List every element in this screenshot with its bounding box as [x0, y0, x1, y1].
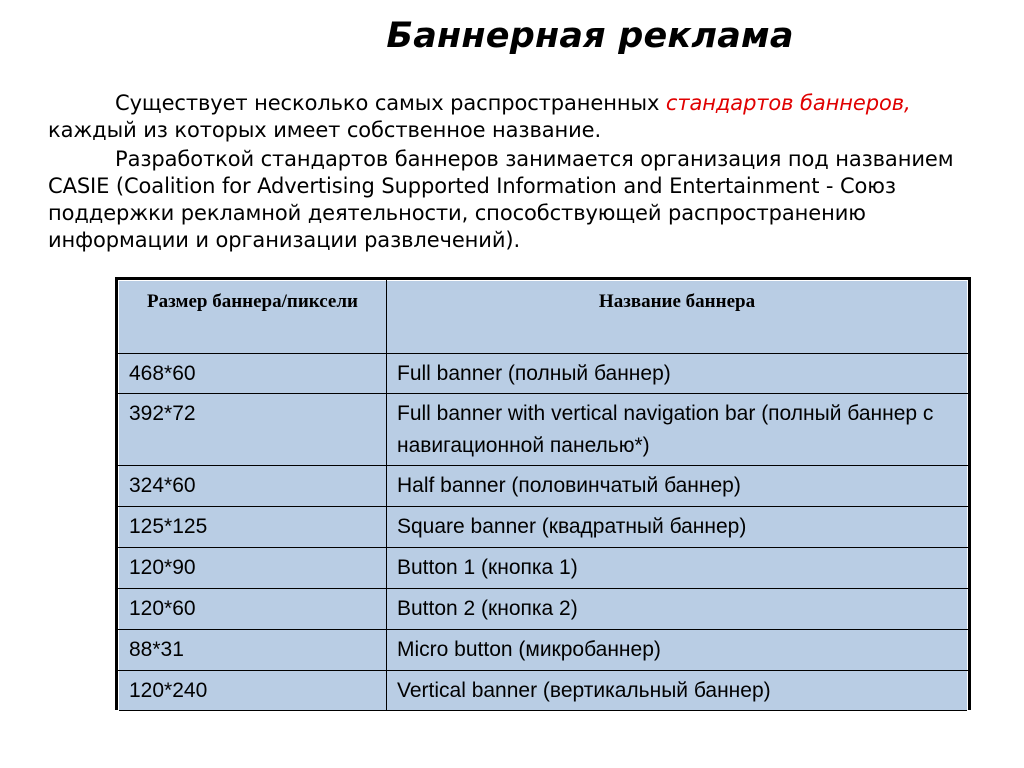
- cell-size: 120*240: [119, 671, 387, 711]
- cell-name: Half banner (половинчатый баннер): [387, 466, 968, 507]
- table-row: [119, 394, 968, 466]
- cell-name: Button 1 (кнопка 1): [387, 548, 968, 589]
- cell-size: 120*90: [119, 548, 387, 589]
- cell-size: 120*60: [119, 589, 387, 630]
- table-grid: [118, 280, 968, 711]
- table-header-row: [119, 281, 968, 354]
- cell-name: Vertical banner (вертикальный баннер): [387, 671, 968, 711]
- header-name: Название баннера: [387, 281, 968, 354]
- banner-standards-table: [115, 277, 971, 710]
- cell-name: Square banner (квадратный баннер): [387, 507, 968, 548]
- table-row: [119, 589, 968, 630]
- cell-name: Micro button (микробаннер): [387, 630, 968, 671]
- table-row: [119, 630, 968, 671]
- cell-size: 324*60: [119, 466, 387, 507]
- cell-size: 88*31: [119, 630, 387, 671]
- paragraph-2: Разработкой стандартов баннеров занимается организация под названием CASIE (Coalition for Advertising Supported Information and Entertainment - Союз поддержки рекламной деятельности, способствующей распространению информации и организации развлечений).: [48, 147, 954, 252]
- slide-title: Баннерная реклама: [386, 16, 794, 56]
- slide-body: [48, 90, 1003, 254]
- paragraph-1: [48, 90, 1003, 144]
- cell-name: Button 2 (кнопка 2): [387, 589, 968, 630]
- table-row: [119, 507, 968, 548]
- paragraph-1-end: каждый из которых имеет собственное название.: [48, 118, 602, 142]
- cell-size: 392*72: [119, 394, 387, 466]
- paragraph-1-highlight: стандартов баннеров,: [665, 91, 911, 115]
- cell-size: 468*60: [119, 354, 387, 394]
- table-row: [119, 671, 968, 711]
- cell-name: Full banner with vertical navigation bar (полный баннер с навигационной панелью*): [387, 394, 968, 466]
- table-row: [119, 548, 968, 589]
- header-size: Размер баннера/пиксели: [119, 281, 387, 354]
- paragraph-1-start: Существует несколько самых распространенных: [115, 91, 666, 115]
- cell-name: Full banner (полный баннер): [387, 354, 968, 394]
- table-row: [119, 354, 968, 394]
- table-row: [119, 466, 968, 507]
- cell-size: 125*125: [119, 507, 387, 548]
